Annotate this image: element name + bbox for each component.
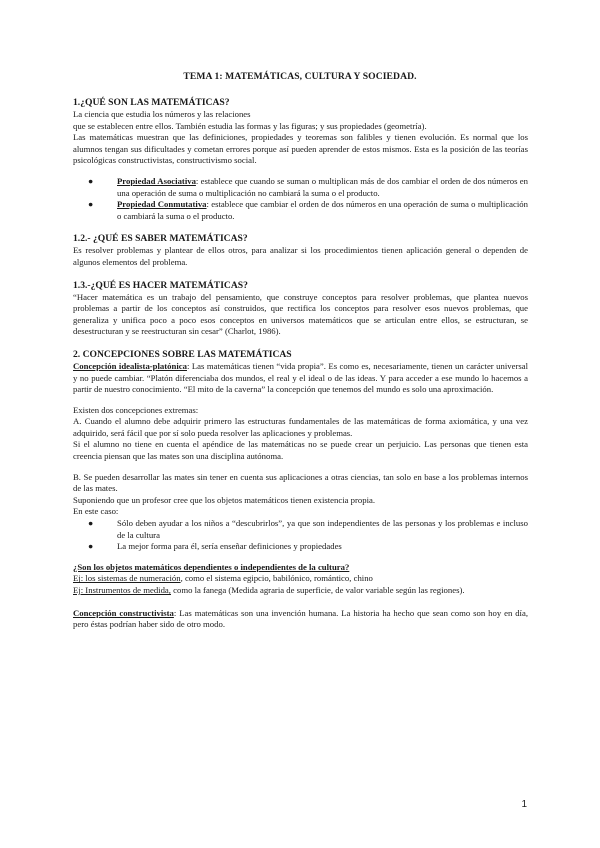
paragraph-hacer: “Hacer matemática es un trabajo del pensamiento, que construye conceptos para resolver problemas, que plantea nuevos problemas a partir de los conceptos así construidos, que rectifica los conceptos para resolver esos nuevos problemas, que generaliza y unifica poco a poco esos conceptos en universos matemáticos que se articulan entre ellos, se estructuran, se desestructuran y se reestructuran sin cesar” (Charlot, 1986). xyxy=(73,291,528,337)
teacher-list xyxy=(73,518,528,553)
example-line-2 xyxy=(73,585,528,597)
en-este-caso-line: En este caso: xyxy=(73,506,119,517)
section-heading-concepciones: 2. CONCEPCIONES SOBRE LAS MATEMÁTICAS xyxy=(73,348,292,360)
constructivista-term: Concepción constructivista xyxy=(73,607,174,618)
document-title: TEMA 1: MATEMÁTICAS, CULTURA Y SOCIEDAD. xyxy=(183,71,417,82)
idealista-term: Concepción idealista-platónica xyxy=(73,360,187,371)
paragraph-constructivista xyxy=(73,608,528,631)
list-item xyxy=(73,518,528,541)
properties-list xyxy=(73,176,528,222)
property-text: : establece que cambiar el orden de dos números en una operación de suma o multiplicación o cambiará la suma o el producto. xyxy=(117,199,528,221)
example-text: como la fanega (Medida agraria de superficie, de valor variable según las regiones). xyxy=(170,585,465,595)
example-text: , como el sistema egipcio, babilónico, romántico, chino xyxy=(180,573,373,584)
constructivista-text: : Las matemáticas son una invención humana. La historia ha hecho que sean como son hoy en día, pero éstas podrían haber sido de otro modo. xyxy=(73,607,528,630)
question-heading: ¿Son los objetos matemáticos dependientes o independientes de la cultura? xyxy=(73,561,350,572)
extremas-line: Existen dos concepciones extremas: xyxy=(73,404,199,415)
list-item xyxy=(73,541,528,553)
bullet-icon: ● xyxy=(88,175,94,186)
example-label: Ej: Instrumentos de medida, xyxy=(73,585,171,595)
document-body xyxy=(73,97,528,631)
paragraph-b: B. Se pueden desarrollar las mates sin tener en cuenta sus aplicaciones a otras ciencias, tan solo en base a los problemas internos de las mates. xyxy=(73,471,528,494)
list-item xyxy=(73,199,528,222)
bullet-icon: ● xyxy=(88,199,94,210)
paragraph-a: A. Cuando el alumno debe adquirir primero las estructuras fundamentales de las matemáticas de forma axiomática, y una vez adquirido, será fácil que por sí solo pueda resolver las aplicaciones y problemas. xyxy=(73,416,528,438)
section-heading-hacer: 1.3.-¿QUÉ ES HACER MATEMÁTICAS? xyxy=(73,279,248,291)
property-text: : establece que cuando se suman o multiplican más de dos cambiar el orden de dos números en una operación de suma o multiplicación no cambiará la suma o el producto. xyxy=(117,175,528,198)
property-term: Propiedad Conmutativa xyxy=(117,199,207,210)
page-number: 1 xyxy=(521,799,527,810)
property-term: Propiedad Asociativa xyxy=(117,175,196,186)
section-heading-que-son: 1.¿QUÉ SON LAS MATEMÁTICAS? xyxy=(73,97,230,108)
definition-line-1: La ciencia que estudia los números y las relaciones xyxy=(73,109,251,119)
paragraph-saber: Es resolver problemas y plantear de ellos otros, para analizar si los procedimientos tienen aplicación general o dependen de algunos elementos del problema. xyxy=(73,245,528,267)
example-label: Ej: los sistemas de numeración xyxy=(73,573,181,584)
suponiendo-line: Suponiendo que un profesor cree que los objetos matemáticos tienen existencia propia. xyxy=(73,494,376,505)
list-item-text: La mejor forma para él, sería enseñar definiciones y propiedades xyxy=(117,541,342,552)
section-heading-saber: 1.2.- ¿QUÉ ES SABER MATEMÁTICAS? xyxy=(73,233,248,245)
bullet-icon: ● xyxy=(88,541,94,552)
paragraph-falibles: Las matemáticas muestran que las definiciones, propiedades y teoremas son falibles y tienen evolución. Es normal que los alumnos tengan sus dificultades y cometan errores porque así pueden aprender de estos mismos. Esta es la posición de las teorías psicológicas constructivistas, constructivismo social. xyxy=(73,132,528,166)
bullet-icon: ● xyxy=(88,518,94,529)
list-item-text: Sólo deben ayudar a los niños a “descubrirlos”, ya que son independientes de las personas y los problemas e incluso de la cultura xyxy=(117,518,528,540)
paragraph-idealista xyxy=(73,361,528,396)
idealista-text: : Las matemáticas tienen “vida propia”. Es como es, necesariamente, tienen un carácter universal y no puede cambiar. “Platón diferenciaba dos mundos, el real y el ideal o de las ideas. Y para acceder a ese mundo lo hacemos a partir de nuestro conocimiento. “El mito de la caverna” la concepción que tenemos del mundo es solo una aproximación. xyxy=(73,360,528,395)
definition-line-2: que se establecen entre ellos. También estudia las formas y las figuras; y sus propiedades (geometría). xyxy=(73,120,427,131)
list-item xyxy=(73,176,528,199)
example-line-1 xyxy=(73,573,528,585)
paragraph-a-2: Si el alumno no tiene en cuenta el apéndice de las matemáticas no se puede crear un perjuicio. Las personas que tienen esta creencia piensan que las mates son una disciplina autónoma. xyxy=(73,439,528,462)
